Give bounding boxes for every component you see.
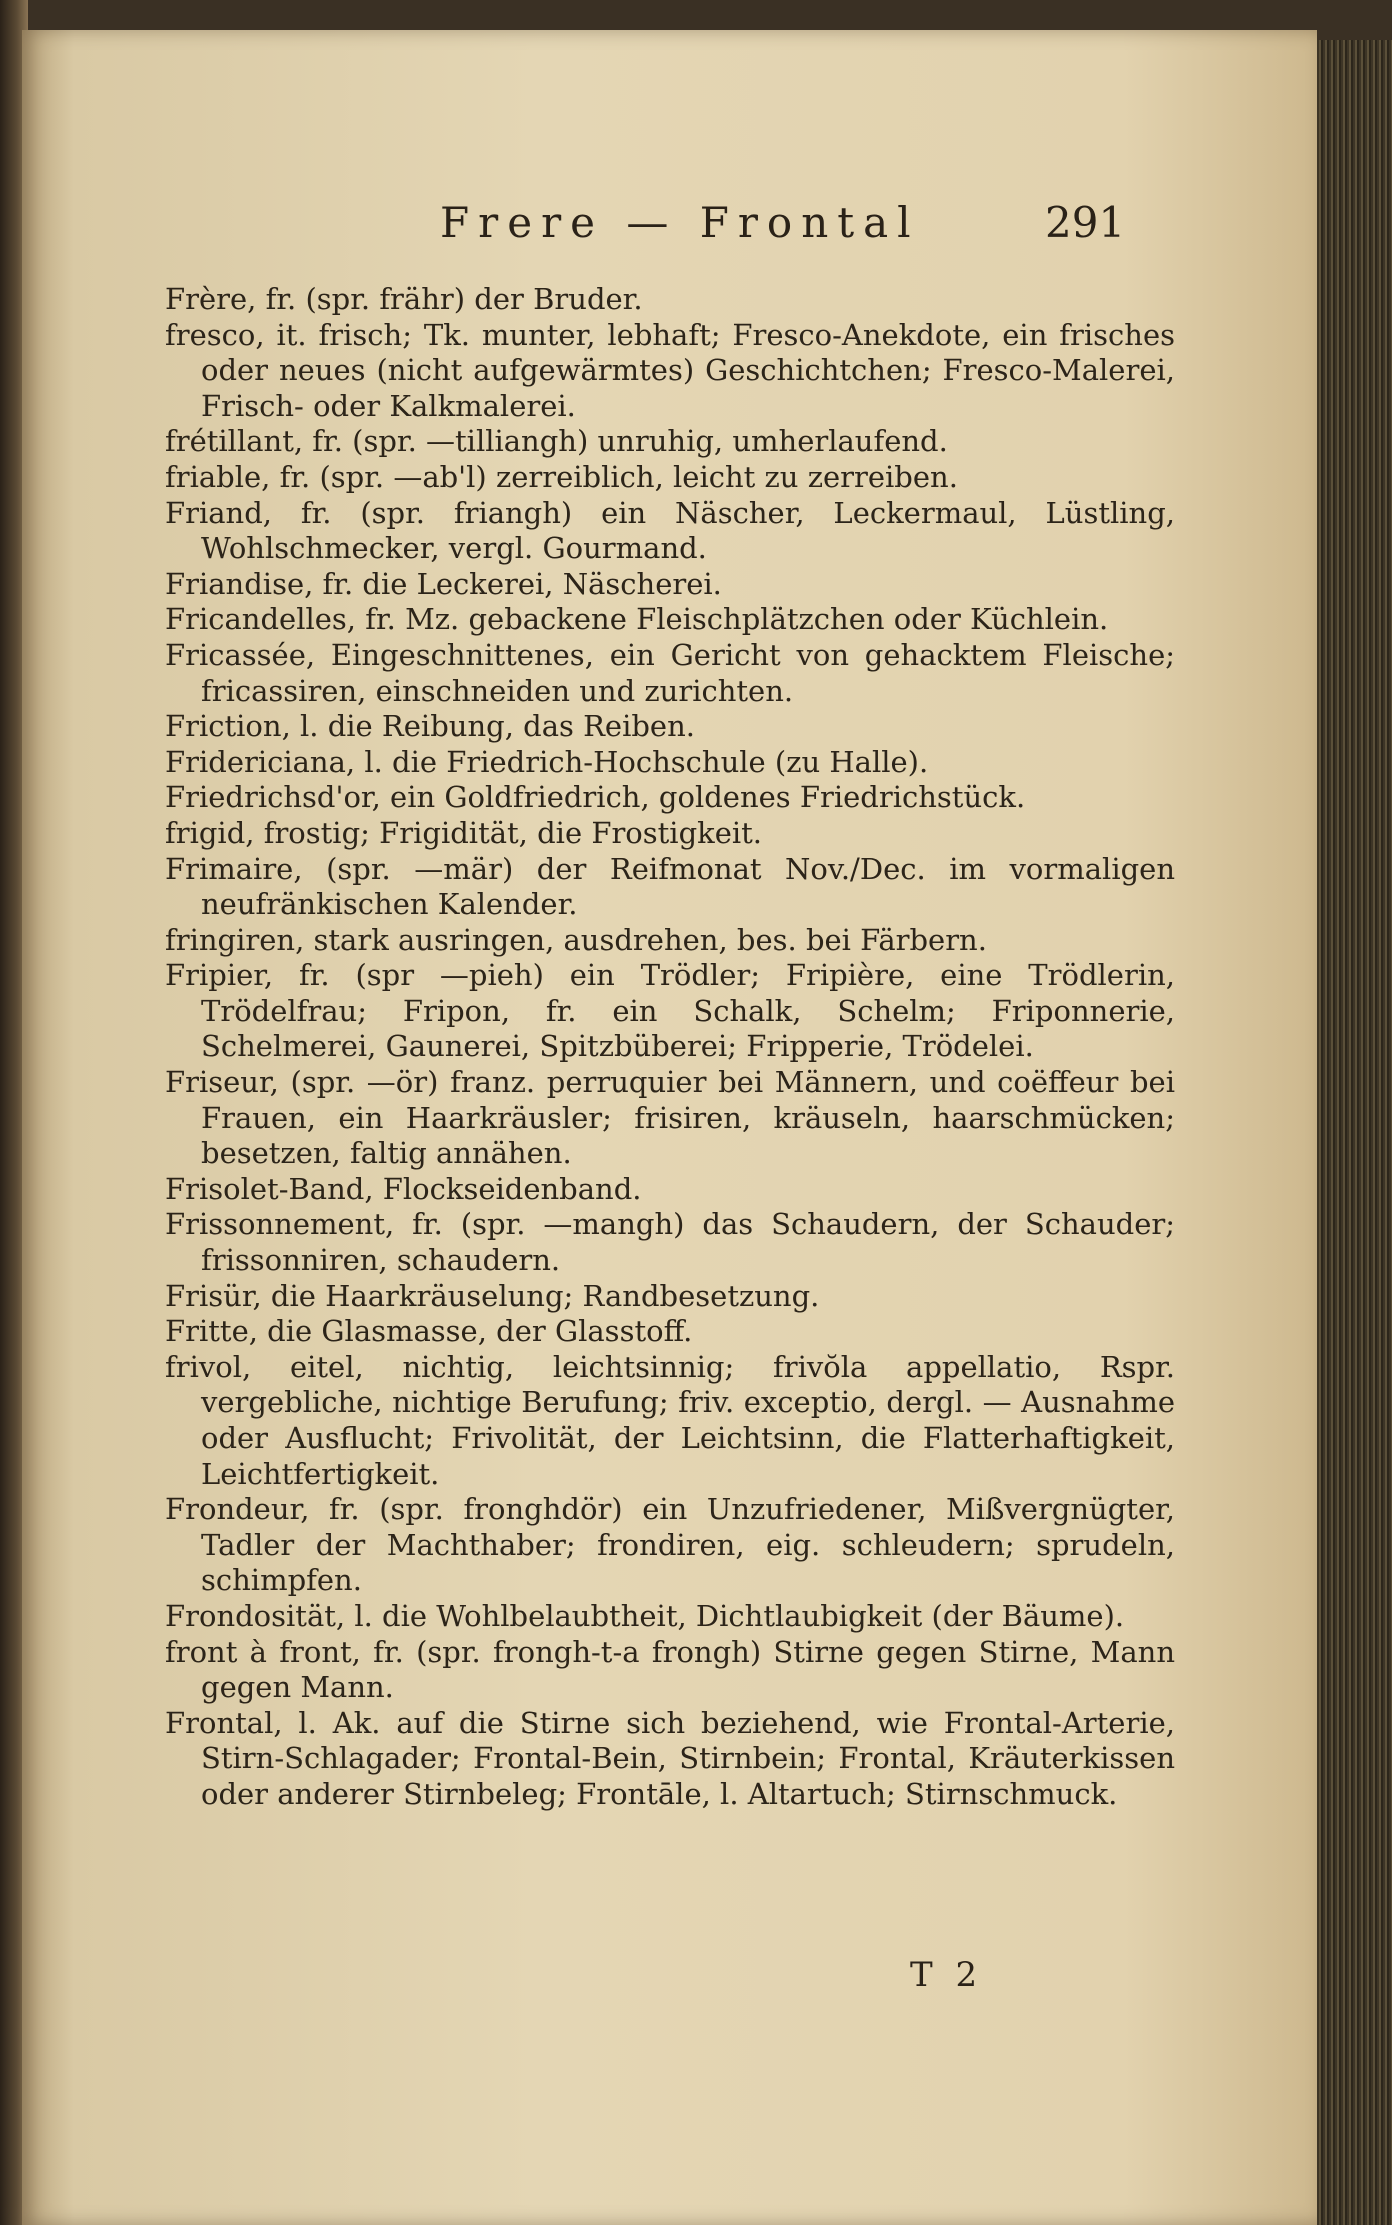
entry-front-a-front: front à front, fr. (spr. frongh-t-a frongh) Stirne gegen Stirne, Mann gegen Mann. <box>165 1634 1175 1705</box>
entry-fringiren: fringiren, stark ausringen, ausdrehen, bes. bei Färbern. <box>165 922 987 957</box>
entry-friable: friable, fr. (spr. —ab'l) zerreiblich, leicht zu zerreiben. <box>165 459 958 494</box>
entry-friandise: Friandise, fr. die Leckerei, Näscherei. <box>165 566 722 601</box>
entry-frontal: Frontal, l. Ak. auf die Stirne sich beziehend, wie Frontal-Arterie, Stirn-Schlagader; Frontal-Bein, Stirnbein; Frontal, Kräuterkissen oder anderer Stirnbeleg; Frontāle, l. Altartuch; Stirnschmuck. <box>165 1705 1175 1811</box>
entry-fritte: Fritte, die Glasmasse, der Glasstoff. <box>165 1314 693 1349</box>
entry-frivol: frivol, eitel, nichtig, leichtsinnig; frivŏla appellatio, Rspr. vergebliche, nichtige Berufung; friv. exceptio, dergl. — Ausnahme oder Ausflucht; Frivolität, der Leichtsinn, die Flatterhaftigkeit, Leichtfertigkeit. <box>165 1349 1175 1491</box>
entry-friseur: Friseur, (spr. —ör) franz. perruquier bei Männern, und coëffeur bei Frauen, ein Haarkräusler; frisiren, kräuseln, haarschmücken; besetzen, faltig annähen. <box>165 1065 1175 1171</box>
signature-mark: T 2 <box>910 1955 984 1995</box>
entry-friction: Friction, l. die Reibung, das Reiben. <box>165 709 695 744</box>
entry-fripier: Fripier, fr. (spr —pieh) ein Trödler; Fripière, eine Trödlerin, Trödelfrau; Fripon, fr. ein Schalk, Schelm; Friponnerie, Schelmerei, Gaunerei, Spitzbüberei; Fripperie, Trödelei. <box>165 958 1175 1064</box>
entry-frissonnement: Frissonnement, fr. (spr. —mangh) das Schaudern, der Schauder; frissonniren, schaudern. <box>165 1207 1175 1278</box>
entry-frimaire: Frimaire, (spr. —mär) der Reifmonat Nov./Dec. im vormaligen neufränkischen Kalender. <box>165 851 1175 922</box>
entry-frere: Frère, fr. (spr. frähr) der Bruder. <box>165 282 643 316</box>
page-edges-right <box>1317 40 1392 2225</box>
running-title: Frere — Frontal <box>440 198 920 247</box>
dictionary-entries <box>165 282 1175 1813</box>
entry-frondeur: Frondeur, fr. (spr. fronghdör) ein Unzufriedener, Mißvergnügter, Tadler der Machthaber; frondiren, eig. schleudern; sprudeln, schimpfen. <box>165 1492 1175 1598</box>
entry-fricandelles: Fricandelles, fr. Mz. gebackene Fleischplätzchen oder Küchlein. <box>165 602 1109 637</box>
entry-friand: Friand, fr. (spr. friangh) ein Näscher, Leckermaul, Lüstling, Wohlschmecker, vergl. Gourmand. <box>165 495 1175 566</box>
running-header <box>430 198 1130 258</box>
entry-frigid: frigid, frostig; Frigidität, die Frostigkeit. <box>165 815 763 850</box>
entry-fridericiana: Fridericiana, l. die Friedrich-Hochschule (zu Halle). <box>165 744 929 779</box>
entry-friedrichsdor: Friedrichsd'or, ein Goldfriedrich, goldenes Friedrichstück. <box>165 780 1026 815</box>
entry-frondositat: Frondosität, l. die Wohlbelaubtheit, Dichtlaubigkeit (der Bäume). <box>165 1598 1125 1633</box>
entry-fricassee: Fricassée, Eingeschnittenes, ein Gericht von gehacktem Fleische; fricassiren, einschneiden und zurichten. <box>165 637 1175 708</box>
page-number: 291 <box>1045 198 1126 247</box>
entry-fresco: fresco, it. frisch; Tk. munter, lebhaft; Fresco-Anekdote, ein frisches oder neues (nicht aufgewärmtes) Geschichtchen; Fresco-Malerei, Frisch- oder Kalkmalerei. <box>165 317 1175 423</box>
entry-frisolet-band: Frisolet-Band, Flockseidenband. <box>165 1171 642 1206</box>
entry-fretillant: frétillant, fr. (spr. —tilliangh) unruhig, umherlaufend. <box>165 424 948 459</box>
entry-frisur: Frisür, die Haarkräuselung; Randbesetzung. <box>165 1278 820 1313</box>
